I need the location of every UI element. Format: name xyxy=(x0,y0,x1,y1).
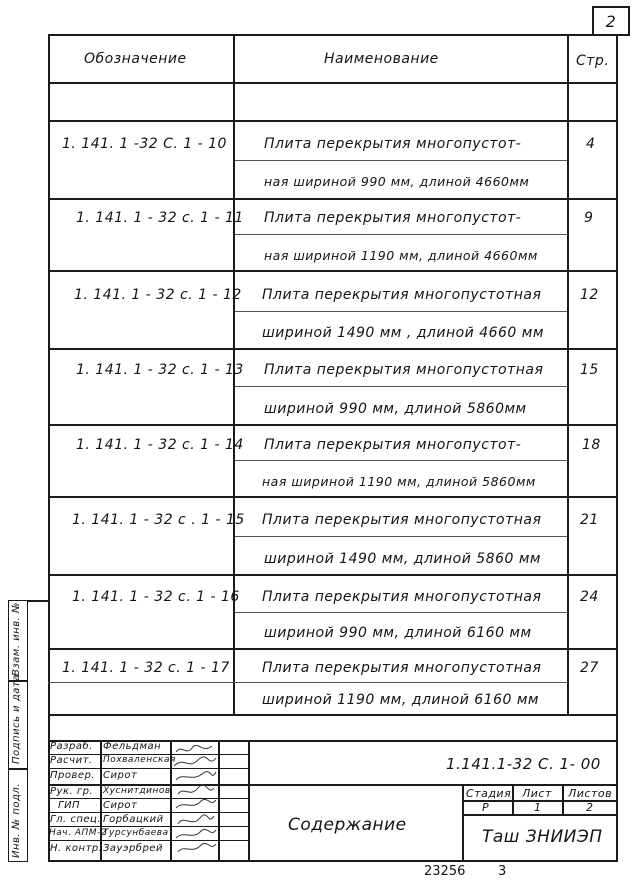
row-rule xyxy=(48,120,618,122)
row-4-page: 15 xyxy=(580,362,599,378)
row-inner-line xyxy=(235,460,567,461)
document-code: 1.141.1-32 С. 1- 00 xyxy=(446,755,601,773)
row-inner-line xyxy=(235,234,567,235)
name-3: Хуснитдинов xyxy=(103,786,171,796)
row-5-designation: 1. 141. 1 - 32 с. 1 - 14 xyxy=(76,437,244,453)
row-6-name-line1: Плита перекрытия многопустотная xyxy=(262,512,542,528)
tb-line xyxy=(462,814,618,816)
tb-vline xyxy=(512,784,514,814)
row-4-name-line2: шириной 990 мм, длиной 5860мм xyxy=(264,401,527,417)
row-6-name-line2: шириной 1490 мм, длиной 5860 мм xyxy=(264,551,541,567)
row-7-name-line2: шириной 990 мм, длиной 6160 мм xyxy=(264,625,532,641)
role-6: Нач. АПМ-2 xyxy=(49,828,107,838)
row-inner-line xyxy=(235,612,567,613)
header-designation: Обозначение xyxy=(84,51,187,67)
role-5: Гл. спец. xyxy=(50,814,101,825)
tb-vline xyxy=(562,784,564,814)
row-7-name-line1: Плита перекрытия многопустотная xyxy=(262,589,542,605)
row-3-name-line2: шириной 1490 мм , длиной 4660 мм xyxy=(262,325,544,341)
name-2: Сирот xyxy=(103,770,138,781)
organization-name: Таш ЗНИИЭП xyxy=(482,827,603,847)
row-2-designation: 1. 141. 1 - 32 с. 1 - 11 xyxy=(76,210,244,226)
row-5-name-line2: ная шириной 1190 мм, длиной 5860мм xyxy=(262,474,536,489)
name-1: Похваленская xyxy=(103,755,176,765)
row-1-name-line1: Плита перекрытия многопустот- xyxy=(264,136,522,152)
sheets-value: 2 xyxy=(586,801,594,814)
row-4-name-line1: Плита перекрытия многопустотная xyxy=(264,362,544,378)
role-2: Провер. xyxy=(50,770,96,781)
role-3: Рук. гр. xyxy=(50,786,94,797)
col-divider-2 xyxy=(567,34,569,714)
side-label-inv: Инв. № подл. xyxy=(11,783,22,858)
row-8-page: 27 xyxy=(580,660,599,676)
header-name: Наименование xyxy=(324,51,439,67)
row-inner-line xyxy=(48,682,567,683)
row-3-designation: 1. 141. 1 - 32 с. 1 - 12 xyxy=(74,287,242,303)
row-8-name-line1: Плита перекрытия многопустотная xyxy=(262,660,542,676)
sheets-label: Листов xyxy=(568,787,613,800)
row-line xyxy=(48,496,618,498)
name-4: Сирот xyxy=(103,800,138,811)
row-line xyxy=(48,648,618,650)
row-5-page: 18 xyxy=(582,437,601,453)
row-6-page: 21 xyxy=(580,512,599,528)
row-1-designation: 1. 141. 1 -32 С. 1 - 10 xyxy=(62,136,227,152)
row-8-designation: 1. 141. 1 - 32 с. 1 - 17 xyxy=(62,660,230,676)
row-7-designation: 1. 141. 1 - 32 с. 1 - 16 xyxy=(72,589,240,605)
archive-number: 23256 xyxy=(424,864,466,879)
row-6-designation: 1. 141. 1 - 32 с . 1 - 15 xyxy=(72,512,245,528)
name-7: Зауэрбрей xyxy=(103,843,163,854)
side-label-replacement: Взам. инв. № xyxy=(11,602,22,676)
row-inner-line xyxy=(235,311,567,312)
side-strip-divider xyxy=(8,768,28,770)
name-0: Фельдман xyxy=(103,741,162,752)
row-1-name-line2: ная шириной 990 мм, длиной 4660мм xyxy=(264,174,530,189)
sheet-number: 2 xyxy=(605,11,617,31)
row-line xyxy=(48,424,618,426)
role-1: Расчит. xyxy=(50,755,93,766)
row-inner-line xyxy=(235,536,567,537)
side-strip-link xyxy=(28,600,48,602)
row-2-name-line2: ная шириной 1190 мм, длиной 4660мм xyxy=(264,248,538,263)
row-2-page: 9 xyxy=(584,210,594,226)
row-7-page: 24 xyxy=(580,589,599,605)
tb-vline xyxy=(248,740,250,862)
row-line xyxy=(48,348,618,350)
stage-label: Стадия xyxy=(466,787,512,800)
row-line xyxy=(48,270,618,272)
row-5-name-line1: Плита перекрытия многопустот- xyxy=(264,437,522,453)
row-line xyxy=(48,574,618,576)
tb-vline xyxy=(462,784,464,862)
sheet-value: 1 xyxy=(534,801,542,814)
row-3-name-line1: Плита перекрытия многопустотная xyxy=(262,287,542,303)
row-1-page: 4 xyxy=(586,136,596,152)
role-7: Н. контр. xyxy=(50,843,103,854)
row-2-name-line1: Плита перекрытия многопустот- xyxy=(264,210,522,226)
table-bottom-rule xyxy=(48,714,618,716)
row-inner-line xyxy=(235,386,567,387)
signatures-graphic xyxy=(172,742,218,860)
footer-page: 3 xyxy=(498,864,507,879)
role-0: Разраб. xyxy=(50,741,93,752)
row-line xyxy=(48,198,618,200)
header-page: Стр. xyxy=(576,53,610,69)
name-5: Горбацкий xyxy=(103,814,164,825)
row-8-name-line2: шириной 1190 мм, длиной 6160 мм xyxy=(262,692,539,708)
sheet-label: Лист xyxy=(522,787,552,800)
side-label-signature: Подпись и дата xyxy=(11,674,22,764)
stage-value: Р xyxy=(482,801,490,814)
tb-vline xyxy=(218,740,220,862)
row-3-page: 12 xyxy=(580,287,599,303)
name-6: Турсунбаева xyxy=(103,828,169,838)
document-title: Содержание xyxy=(288,815,407,835)
row-inner-line xyxy=(235,160,567,161)
role-4: ГИП xyxy=(58,800,81,811)
row-4-designation: 1. 141. 1 - 32 с. 1 - 13 xyxy=(76,362,244,378)
sheet-number-box xyxy=(592,6,630,36)
header-rule xyxy=(48,82,618,84)
